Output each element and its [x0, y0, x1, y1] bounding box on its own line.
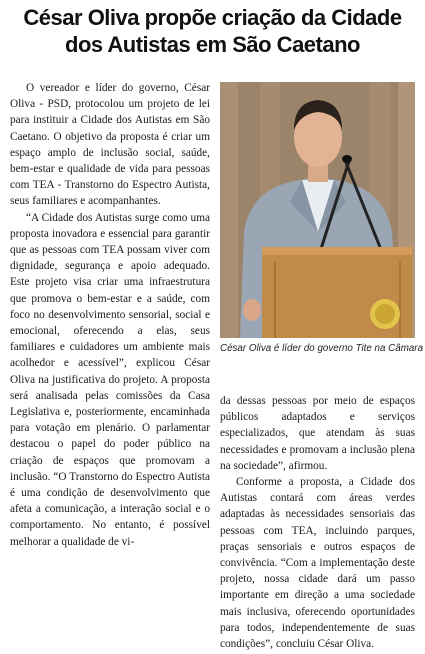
headline-line-1: César Oliva propõe criação da Cidade — [23, 5, 402, 30]
right-column — [220, 393, 415, 653]
paragraph-continuation: da dessas pessoas por meio de espaços públicos adaptados e serviços especializados, que atendam às suas necessidades e promovam a inclusão plena na sociedade”, afirmou. — [220, 395, 415, 472]
article-photo — [220, 82, 415, 338]
paragraph-quote: “A Cidade dos Autistas surge como uma proposta inovadora e essencial para garantir que as pessoas com TEA possam viver com dignidade, segurança e apoio adequado. Este projeto visa criar uma infraestrutura que promova o bem-estar e a saúde, com foco no desenvolvimento sensorial, social e emocional, oferecendo a elas, seus familiares e cuidadores um ambiente mais acolhedor e acessível”, explicou César Oliva na justificativa do projeto. A proposta será analisada pelas comissões da Casa Legislativa e, posteriormente, encaminhada para votação em plenário. O parlamentar destacou o papel do poder público na criação de espaços que promovam a inclusão. “O Transtorno do Espectro Autista é uma condição de desenvolvimento que afeta a comunicação, a interação social e o comportamento. No entanto, é possível melhorar a qualidade de vi- — [10, 211, 210, 548]
headline-line-2: dos Autistas em São Caetano — [65, 32, 360, 57]
left-column — [10, 80, 210, 652]
portrait-illustration — [220, 82, 415, 338]
article-headline — [0, 4, 425, 58]
paragraph-intro: O vereador e líder do governo, César Oliva - PSD, protocolou um projeto de lei para instituir a Cidade dos Autistas em São Caetano. O objetivo da proposta é criar um espaço amplo de inclusão social, saúde, bem-estar e qualidade de vida para pessoas com TEA - Transtorno do Espectro Autista, seus familiares e acompanhantes. — [10, 82, 210, 208]
photo-caption: César Oliva é líder do governo Tite na Câmara — [220, 343, 424, 354]
paragraph-conclusion: Conforme a proposta, a Cidade dos Autistas contará com áreas verdes adaptadas às necessidades sensoriais das pessoas com TEA, incluindo parques, praças sensoriais e outros espaços de convivência. “Com a implementação deste projeto, nossa cidade dará um passo importante em direção a uma sociedade mais inclusiva, oferecendo oportunidades para todos, independentemente de suas condições”, concluiu César Oliva. — [220, 476, 415, 651]
